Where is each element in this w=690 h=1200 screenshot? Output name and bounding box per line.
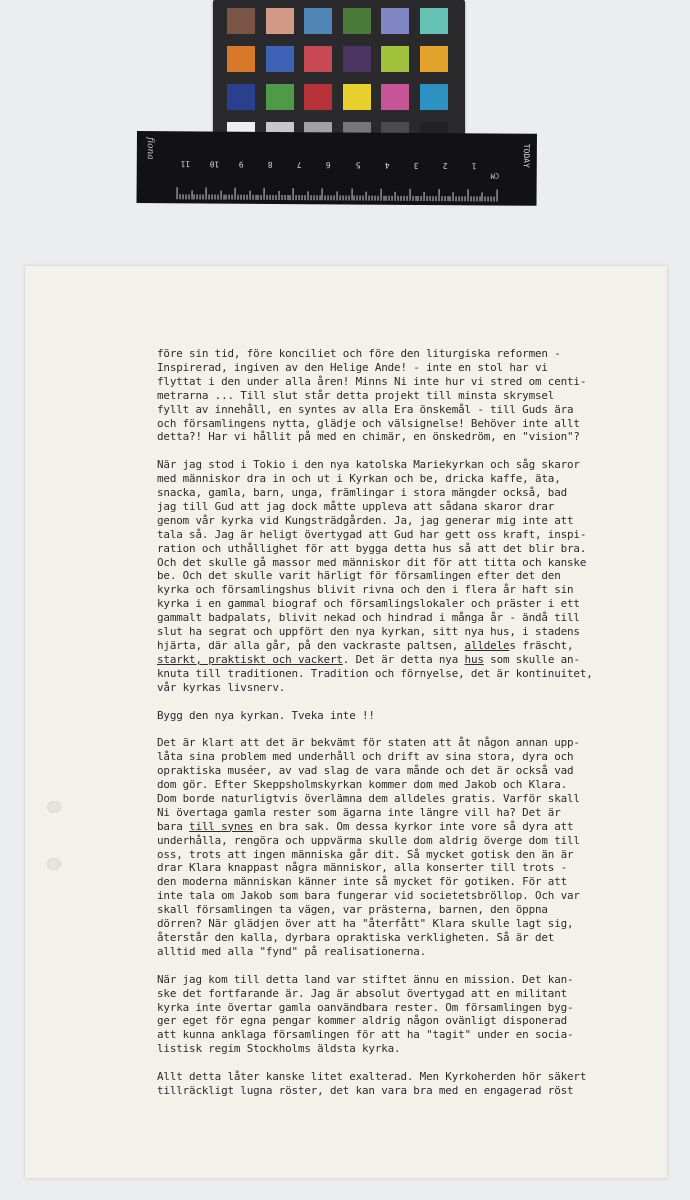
text-line: listisk regim Stockholms äldsta kyrka.: [157, 1042, 401, 1056]
ruler-tick: [342, 195, 343, 200]
text-line: När jag kom till detta land var stiftet ännu en mission. Det kan-: [157, 972, 574, 986]
ruler-tick: [214, 195, 215, 200]
text-line: Ni övertaga gamla rester som ägarna inte längre vill ha? Det är: [157, 805, 561, 819]
text-line: snacka, gamla, barn, unga, främlingar i stora mängder också, bad: [157, 486, 568, 500]
text-line: Bygg den nya kyrkan. Tveka inte !!: [157, 708, 375, 722]
text-line: återstår den kalla, dyrbara opraktiska verkligheten. Så är det: [157, 931, 555, 945]
ruler-tick: [354, 196, 355, 201]
ruler-tick: [424, 192, 425, 201]
color-patch: [381, 46, 409, 72]
ruler-tick: [339, 195, 340, 200]
ruler-tick: [191, 190, 192, 199]
ruler-tick: [293, 188, 294, 200]
ruler-tick: [357, 196, 358, 201]
ruler-tick: [401, 196, 402, 201]
ruler-tick: [403, 196, 404, 201]
ruler-tick: [456, 196, 457, 201]
ruler-tick: [345, 195, 346, 200]
text-line: före sin tid, före konciliet och före den liturgiska reformen -: [157, 347, 561, 360]
ruler-tick: [406, 196, 407, 201]
text-line: vår kyrkas livsnerv.: [157, 680, 286, 694]
text-line: Och det skulle gå massor med människor dit för att titta och kanske: [157, 555, 587, 569]
ruler-tick: [270, 195, 271, 200]
ruler-tick: [433, 196, 434, 201]
text-line: detta?! Har vi hållit på med en chimär, en önskedröm, en "vision"?: [157, 430, 580, 444]
text-line: Det är klart att det är bekvämt för staten att åt någon annan upp-: [157, 736, 580, 750]
text-line: ger eget för egna pengar kommer aldrig någon ovänligt disponerad: [157, 1014, 568, 1028]
ruler-tick: [497, 190, 498, 202]
ruler-number: 6: [326, 160, 332, 170]
ruler-tick: [241, 195, 242, 200]
ruler-tick: [371, 196, 372, 201]
ruler-tick: [337, 191, 338, 200]
ruler-tick: [249, 191, 250, 200]
color-patch: [343, 84, 371, 110]
ruler-tick: [264, 188, 265, 200]
text-line: Dom borde naturligtvis överlämna dem alldeles gratis. Varför skall: [157, 791, 580, 805]
text-line: Allt detta låter kanske litet exalterad. Men Kyrkoherden hör säkert: [157, 1070, 587, 1084]
ruler-tick: [488, 196, 489, 201]
text-line: att kunna anklaga församlingen för att ha "tagit" under en socia-: [157, 1028, 574, 1042]
color-patch: [381, 8, 409, 34]
text-line: fyllt av innehåll, en syntes av alla Era önskemål - till Guds ära: [157, 402, 574, 416]
color-patch: [343, 46, 371, 72]
color-patch: [381, 84, 409, 110]
text-line: tala så. Jag är heligt övertygad att Gud har gett oss kraft, inspi-: [157, 527, 587, 541]
text-line: opraktiska muséer, av vad slag de vara månde och det är också vad: [157, 764, 574, 778]
text-line: genom vår kyrka vid Kungsträdgården. Ja, jag generar mig inte att: [157, 513, 574, 527]
text-line: hjärta, där alla går, på den vackraste paltsen, alldeles fräscht,: [157, 639, 574, 653]
ruler-number: 1: [471, 161, 477, 171]
ruler-tick: [255, 195, 256, 200]
ruler-tick: [307, 191, 308, 200]
ruler-tick: [427, 196, 428, 201]
ruler-tick: [383, 196, 384, 201]
ruler-number: 11: [180, 159, 191, 169]
text-line: låta sina problem med underhåll och drift av sina stora, dyra och: [157, 750, 574, 764]
ruler-tick: [360, 196, 361, 201]
text-line: dom gör. Efter Skeppsholmskyrkan kommer dom med Jakob och Klara.: [157, 778, 568, 792]
text-line: metrarna ... Till slut står detta projekt till minsta skrymsel: [157, 388, 555, 402]
text-line: drar Klara knappast några människor, alla konserter till trots -: [157, 861, 568, 875]
ruler-tick: [351, 188, 352, 200]
text-line: flyttat i den under alla åren! Minns Ni inte hur vi stred om centi-: [157, 374, 587, 388]
ruler-tick: [197, 194, 198, 199]
ruler-tick: [377, 196, 378, 201]
ruler-tick: [430, 196, 431, 201]
text-line: knuta till traditionen. Tradition och förnyelse, det är kontinuitet,: [157, 666, 593, 680]
ruler-tick: [238, 195, 239, 200]
text-line: kyrka i en gammal biograf och församlingslokaler och präster i ett: [157, 597, 580, 611]
ruler-tick: [261, 195, 262, 200]
ruler-label: TODAY: [521, 143, 531, 168]
text-line: Inspirerad, ingiven av den Helige Ande! - inte en stol har vi: [157, 360, 548, 374]
ruler-tick: [223, 195, 224, 200]
ruler-tick: [450, 196, 451, 201]
ruler-tick: [386, 196, 387, 201]
ruler-tick: [363, 196, 364, 201]
ruler-number: 10: [209, 159, 220, 169]
text-line: starkt, praktiskt och vackert. Det är detta nya hus som skulle an-: [157, 652, 580, 666]
color-patch: [304, 84, 332, 110]
ruler-tick: [473, 196, 474, 201]
ruler-tick: [185, 194, 186, 199]
ruler-tick: [485, 196, 486, 201]
ruler-tick: [325, 195, 326, 200]
ruler-number: 3: [413, 160, 419, 170]
color-patch: [227, 8, 255, 34]
punch-hole: [47, 858, 61, 870]
text-line: dörren? När glädjen över att ha "återfått" Klara skulle lagt sig,: [157, 917, 574, 931]
ruler-tick: [296, 195, 297, 200]
ruler-tick: [374, 196, 375, 201]
ruler-number: 2: [442, 161, 448, 171]
ruler-tick: [319, 195, 320, 200]
ruler-tick: [398, 196, 399, 201]
ruler-tick: [441, 196, 442, 201]
punch-hole: [47, 801, 61, 813]
color-patch: [266, 46, 294, 72]
ruler-number: 8: [268, 159, 273, 169]
ruler-tick: [229, 195, 230, 200]
ruler-tick: [188, 194, 189, 199]
text-line: gammalt badpalats, blivit nekad och hindrad i många år - ändå till: [157, 611, 580, 625]
ruler-tick: [348, 195, 349, 200]
ruler-tick: [380, 189, 381, 201]
paragraph: [157, 736, 627, 959]
ruler-tick: [246, 195, 247, 200]
text-line: alltid med alla "fynd" på realisationerna.: [157, 944, 427, 958]
ruler-tick: [418, 196, 419, 201]
ruler-tick: [435, 196, 436, 201]
text-line: bara till synes en bra sak. Om dessa kyrkor inte vore så dyra att: [157, 819, 574, 833]
ruler-brand: fiona: [144, 137, 155, 160]
ruler-tick: [494, 196, 495, 201]
text-line: och församlingens nytta, glädje och välsignelse! Behöver inte allt: [157, 416, 580, 430]
ruler-tick: [366, 192, 367, 201]
color-patch: [266, 84, 294, 110]
ruler-tick: [316, 195, 317, 200]
text-line: oss, trots att ingen människa går dit. Så mycket gotisk den än är: [157, 847, 574, 861]
ruler-tick: [299, 195, 300, 200]
text-line: ration och uthållighet för att bygga detta hus så att det blir bra.: [157, 541, 587, 555]
ruler-number: 9: [238, 159, 244, 169]
text-line: slut ha segrat och uppfört den nya kyrkan, sitt nya hus, i stadens: [157, 625, 580, 639]
text-line: ske det fortfarande är. Jag är absolut övertygad att en militant: [157, 986, 568, 1000]
ruler-tick: [200, 194, 201, 199]
ruler-tick: [476, 196, 477, 201]
ruler-tick: [334, 195, 335, 200]
text-line: den moderna människan känner inte så mycket för gotiken. För att: [157, 875, 568, 889]
ruler-tick: [479, 196, 480, 201]
ruler-tick: [220, 191, 221, 200]
color-patch: [227, 46, 255, 72]
ruler-tick: [177, 187, 178, 199]
ruler-tick: [290, 195, 291, 200]
ruler-tick: [322, 188, 323, 200]
ruler-tick: [235, 188, 236, 200]
ruler-tick: [389, 196, 390, 201]
ruler-tick: [203, 194, 204, 199]
text-line: jag till Gud att jag dock måtte uppleva att sådana skaror drar: [157, 499, 555, 513]
color-patch: [304, 8, 332, 34]
color-patch: [304, 46, 332, 72]
ruler-tick: [267, 195, 268, 200]
paragraph: [157, 458, 627, 694]
ruler-tick: [491, 196, 492, 201]
ruler-tick: [232, 195, 233, 200]
ruler-tick: [284, 195, 285, 200]
color-patch: [420, 46, 448, 72]
ruler-tick: [444, 196, 445, 201]
ruler-tick: [369, 196, 370, 201]
color-patch: [420, 8, 448, 34]
ruler-tick: [281, 195, 282, 200]
ruler-tick: [412, 196, 413, 201]
color-patch: [343, 8, 371, 34]
ruler-tick: [275, 195, 276, 200]
ruler-tick: [179, 194, 180, 199]
ruler-tick: [217, 195, 218, 200]
ruler-tick: [409, 189, 410, 201]
ruler-tick: [465, 196, 466, 201]
paragraph: [157, 973, 627, 1056]
text-line: skall församlingen ta vägen, var prästerna, barnen, den öppna: [157, 903, 548, 917]
measuring-ruler: [136, 131, 536, 206]
ruler-number: 4: [384, 160, 390, 170]
text-line: med människor dra in och ut i Kyrkan och be, dricka kaffe, äta,: [157, 472, 561, 486]
color-patch: [266, 8, 294, 34]
text-line: När jag stod i Tokio i den nya katolska Mariekyrkan och såg skaror: [157, 458, 580, 472]
ruler-tick: [310, 195, 311, 200]
ruler-tick: [453, 192, 454, 201]
ruler-tick: [438, 189, 439, 201]
ruler-tick: [258, 195, 259, 200]
ruler-tick: [211, 195, 212, 200]
ruler-tick: [252, 195, 253, 200]
ruler-tick: [226, 195, 227, 200]
text-line: be. Och det skulle varit härligt för församlingen efter det den: [157, 569, 561, 583]
ruler-tick: [209, 195, 210, 200]
ruler-tick: [462, 196, 463, 201]
ruler-tick: [182, 194, 183, 199]
ruler-tick: [421, 196, 422, 201]
ruler-tick: [194, 194, 195, 199]
ruler-tick: [395, 192, 396, 201]
ruler-tick: [305, 195, 306, 200]
ruler-tick: [278, 191, 279, 200]
ruler-tick: [243, 195, 244, 200]
color-patch: [420, 84, 448, 110]
text-line: tillräckligt lugna röster, det kan vara bra med en engagerad röst: [157, 1083, 574, 1097]
ruler-tick: [392, 196, 393, 201]
paragraph: [157, 1070, 627, 1098]
text-line: inte tala om Jakob som bara fungerar vid societetsbröllop. Och var: [157, 889, 580, 903]
ruler-tick: [459, 196, 460, 201]
ruler-number: 7: [297, 160, 302, 170]
ruler-tick: [331, 195, 332, 200]
text-line: underhålla, rengöra och uppvärma skulle dom aldrig överge dom till: [157, 833, 580, 847]
ruler-number: 5: [355, 160, 361, 170]
ruler-tick: [302, 195, 303, 200]
text-line: kyrka och församlingshus blivit rivna och den i flera år haft sin: [157, 583, 574, 597]
text-line: kyrka inte övertar gamla oanvändbara rester. Om församlingen byg-: [157, 1000, 574, 1014]
ruler-tick: [470, 196, 471, 201]
ruler-tick: [206, 187, 207, 199]
ruler-tick: [467, 189, 468, 201]
paragraph: [157, 347, 627, 444]
color-patch: [227, 84, 255, 110]
ruler-unit: CM: [490, 171, 500, 180]
ruler-tick: [287, 195, 288, 200]
ruler-tick: [447, 196, 448, 201]
paragraph: [157, 709, 627, 723]
document-body: [157, 347, 627, 1112]
ruler-tick: [482, 192, 483, 201]
ruler-tick: [273, 195, 274, 200]
ruler-tick: [313, 195, 314, 200]
ruler-tick: [415, 196, 416, 201]
ruler-tick: [328, 195, 329, 200]
